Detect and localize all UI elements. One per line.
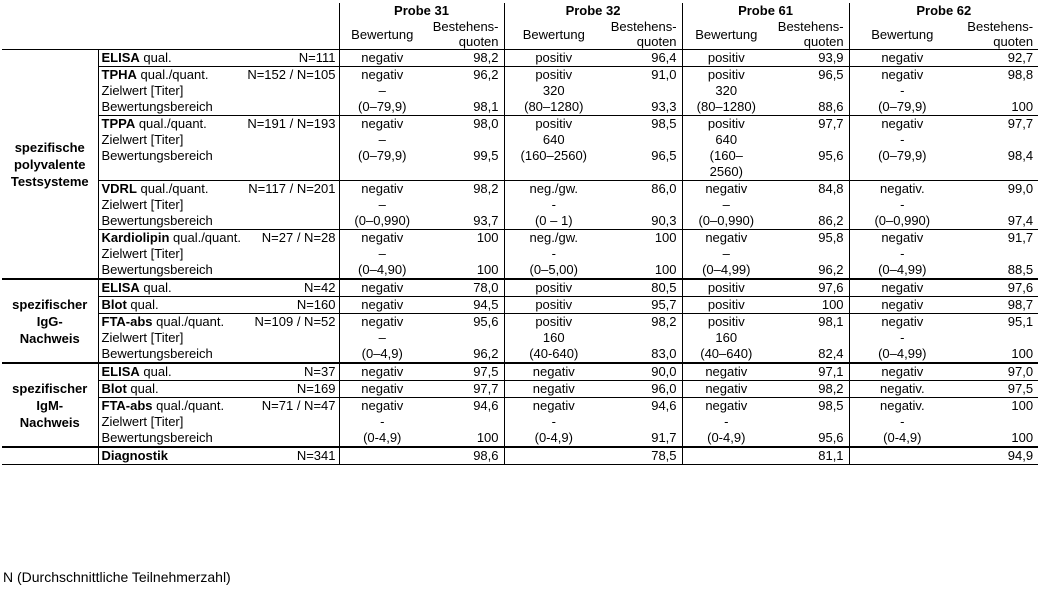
bewertung-value: positiv — [504, 297, 603, 314]
quote-value: 95,6 — [425, 314, 504, 331]
zielwert-value: – — [339, 83, 425, 99]
quoten-header: Bestehens- quoten — [610, 19, 677, 49]
test-name-cell — [98, 398, 339, 415]
bewertung-value: negativ — [682, 381, 770, 398]
test-mode: qual. — [139, 50, 172, 65]
sample-header: Probe 62 — [849, 3, 1038, 19]
zielwert-value: – — [682, 197, 770, 213]
quote-value: 99,5 — [473, 148, 499, 163]
bereich-value: (80–1280) — [682, 99, 770, 116]
test-name: TPHA — [101, 67, 137, 82]
quote-value: 100 — [1011, 99, 1034, 114]
quote-value: 100 — [770, 297, 849, 314]
bewertung-value: negativ — [849, 297, 955, 314]
zielwert-value: - — [504, 414, 603, 430]
participant-count: N=111 — [298, 50, 336, 65]
test-mode: qual./quant. — [152, 398, 225, 413]
test-name-cell — [98, 297, 339, 314]
quote-value: 96,2 — [473, 346, 499, 361]
test-name: Diagnostik — [101, 448, 168, 463]
quote-value: 94,9 — [955, 447, 1038, 465]
quote-value: 100 — [476, 430, 499, 445]
quote-value: 78,5 — [603, 447, 682, 465]
quote-value: 94,6 — [603, 398, 682, 415]
quote-value: 98,7 — [955, 297, 1038, 314]
quoten-header: Bestehens- quoten — [777, 19, 844, 49]
quote-value: 100 — [1011, 346, 1034, 361]
bewertung-value: positiv — [504, 116, 603, 133]
test-name-cell — [98, 181, 339, 198]
diagnostik-row — [2, 447, 1038, 465]
quote-value: 98,2 — [770, 381, 849, 398]
bewertung-value: negativ — [504, 381, 603, 398]
participant-count: N=152 / N=105 — [247, 67, 336, 82]
zielwert-value: - — [849, 83, 955, 99]
test-mode: qual./quant. — [169, 230, 241, 245]
bewertung-value: positiv — [682, 314, 770, 331]
quote-value: 95,1 — [955, 314, 1038, 331]
quote-value: 100 — [1011, 430, 1034, 445]
bewertung-value: positiv — [504, 67, 603, 84]
bewertung-value: neg./gw. — [504, 181, 603, 198]
quote-value: 91,7 — [955, 230, 1038, 247]
quote-value: 95,6 — [818, 430, 844, 445]
bewertung-value: negativ — [339, 297, 425, 314]
bewertung-value: negativ — [682, 398, 770, 415]
bereich-value: (0–79,9) — [339, 148, 425, 181]
bereich-value: (0–4,99) — [849, 346, 955, 363]
quote-value: 98,6 — [425, 447, 504, 465]
bewertung-value: negativ — [339, 230, 425, 247]
quote-value: 97,5 — [425, 363, 504, 381]
bewertung-value: negativ — [849, 363, 955, 381]
zielwert-value: 160 — [682, 330, 770, 346]
bewertung-value: negativ — [849, 279, 955, 297]
bewertung-value: negativ — [682, 181, 770, 198]
participant-count: N=71 / N=47 — [261, 398, 336, 413]
table-row — [2, 132, 1038, 148]
quote-value: 100 — [955, 398, 1038, 415]
quote-value: 98,2 — [603, 314, 682, 331]
bereich-value: (160– 2560) — [682, 148, 770, 181]
bereich-value: (0–4,9) — [339, 346, 425, 363]
bewertung-value: negativ — [682, 230, 770, 247]
bewertung-value: positiv — [504, 279, 603, 297]
test-name: Kardiolipin — [101, 230, 170, 245]
quote-value: 97,7 — [770, 116, 849, 133]
quote-value: 90,0 — [603, 363, 682, 381]
bereich-value: (0–0,990) — [339, 213, 425, 230]
test-name: Blot — [101, 381, 127, 396]
zielwert-label: Zielwert [Titer] — [98, 330, 339, 346]
bereich-value: (0–0,990) — [849, 213, 955, 230]
bewertung-value: negativ — [504, 363, 603, 381]
group-label: spezifische polyvalente Testsysteme — [2, 50, 98, 280]
footnote: N (Durchschnittliche Teilnehmerzahl) — [3, 569, 231, 585]
bewertungsbereich-label: Bewertungsbereich — [98, 262, 339, 279]
header-row-columns — [2, 19, 1038, 50]
bereich-value: (0–79,9) — [849, 99, 955, 116]
table-row — [2, 50, 1038, 67]
test-name-cell — [98, 447, 339, 465]
bewertung-value: negativ — [849, 116, 955, 133]
header-row-samples — [2, 3, 1038, 19]
quote-value: 93,3 — [651, 99, 677, 114]
bewertung-header: Bewertung — [339, 19, 425, 50]
bereich-value: (80–1280) — [504, 99, 603, 116]
zielwert-value: - — [849, 246, 955, 262]
quote-value: 98,5 — [770, 398, 849, 415]
bewertung-value: positiv — [682, 279, 770, 297]
test-name-cell — [98, 279, 339, 297]
zielwert-value: - — [504, 246, 603, 262]
participant-count: N=160 — [296, 297, 336, 312]
quoten-header: Bestehens- quoten — [432, 19, 499, 49]
table-row — [2, 346, 1038, 363]
quote-value: 100 — [654, 262, 677, 277]
bereich-value: (40–640) — [682, 346, 770, 363]
table-row — [2, 230, 1038, 247]
quote-value: 96,4 — [603, 50, 682, 67]
quote-value: 100 — [425, 230, 504, 247]
bereich-value: (0–5,00) — [504, 262, 603, 279]
zielwert-value: – — [339, 197, 425, 213]
table-row — [2, 197, 1038, 213]
quote-value: 83,0 — [651, 346, 677, 361]
test-mode: qual./quant. — [136, 67, 209, 82]
bewertung-value: negativ — [339, 50, 425, 67]
test-name-cell — [98, 67, 339, 84]
participant-count: N=341 — [296, 448, 336, 463]
test-name-cell — [98, 381, 339, 398]
participant-count: N=42 — [304, 280, 336, 295]
table-row — [2, 213, 1038, 230]
quote-value: 98,2 — [425, 181, 504, 198]
table-row — [2, 297, 1038, 314]
bereich-value: (0–4,99) — [682, 262, 770, 279]
table-row — [2, 181, 1038, 198]
bewertung-value: neg./gw. — [504, 230, 603, 247]
quote-value: 100 — [476, 262, 499, 277]
quote-value: 95,6 — [818, 148, 844, 163]
bereich-value: (0-4,9) — [339, 430, 425, 447]
quote-value: 95,7 — [603, 297, 682, 314]
quote-value: 84,8 — [770, 181, 849, 198]
quote-value: 98,8 — [955, 67, 1038, 84]
bewertung-header: Bewertung — [682, 19, 770, 50]
bereich-value: (0-4,9) — [849, 430, 955, 447]
zielwert-value: - — [849, 414, 955, 430]
zielwert-label: Zielwert [Titer] — [98, 414, 339, 430]
test-name: VDRL — [101, 181, 137, 196]
bewertung-value: positiv — [504, 50, 603, 67]
bewertung-value: negativ — [849, 50, 955, 67]
test-name-cell — [98, 230, 339, 247]
quote-value: 96,2 — [425, 67, 504, 84]
table-row — [2, 116, 1038, 133]
participant-count: N=109 / N=52 — [254, 314, 336, 329]
zielwert-value: - — [849, 197, 955, 213]
quote-value: 96,5 — [770, 67, 849, 84]
quote-value: 88,5 — [1007, 262, 1034, 277]
quote-value: 91,0 — [603, 67, 682, 84]
bereich-value: (0-4,9) — [504, 430, 603, 447]
test-mode: qual./quant. — [135, 116, 207, 131]
quote-value: 98,4 — [1007, 148, 1034, 163]
bewertung-header: Bewertung — [849, 19, 955, 50]
bewertung-value: negativ — [339, 181, 425, 198]
bewertung-value: negativ — [504, 398, 603, 415]
participant-count: N=191 / N=193 — [247, 116, 336, 131]
quote-value: 94,5 — [425, 297, 504, 314]
zielwert-value: - — [849, 132, 955, 148]
quote-value: 88,6 — [818, 99, 844, 114]
test-name-cell — [98, 314, 339, 331]
bewertung-value: negativ — [849, 314, 955, 331]
bewertung-value: negativ — [339, 363, 425, 381]
quote-value: 97,0 — [955, 363, 1038, 381]
test-name: ELISA — [101, 50, 140, 65]
bewertungsbereich-label: Bewertungsbereich — [98, 430, 339, 447]
quote-value: 78,0 — [425, 279, 504, 297]
zielwert-value: 640 — [504, 132, 603, 148]
zielwert-label: Zielwert [Titer] — [98, 246, 339, 262]
participant-count: N=117 / N=201 — [248, 181, 336, 196]
bereich-value: (0–79,9) — [849, 148, 955, 181]
test-name: TPPA — [101, 116, 136, 131]
bewertung-value: positiv — [682, 116, 770, 133]
bewertung-value: negativ. — [849, 381, 955, 398]
test-name: FTA-abs — [101, 398, 153, 413]
quote-value: 91,7 — [651, 430, 677, 445]
sample-header: Probe 32 — [504, 3, 682, 19]
bewertungsbereich-label: Bewertungsbereich — [98, 346, 339, 363]
test-name: ELISA — [101, 280, 140, 295]
table-row — [2, 363, 1038, 381]
test-name-cell — [98, 50, 339, 67]
bewertung-value: negativ — [339, 398, 425, 415]
bewertungsbereich-label: Bewertungsbereich — [98, 99, 339, 116]
bewertung-value: negativ — [339, 116, 425, 133]
zielwert-value: - — [504, 197, 603, 213]
table-row — [2, 414, 1038, 430]
test-mode: qual./quant. — [152, 314, 225, 329]
quote-value: 97,4 — [1007, 213, 1034, 228]
bereich-value: (0–79,9) — [339, 99, 425, 116]
quote-value: 95,8 — [770, 230, 849, 247]
bewertung-value: negativ — [339, 314, 425, 331]
quote-value: 97,1 — [770, 363, 849, 381]
table-row — [2, 330, 1038, 346]
bereich-value: (0–4,99) — [849, 262, 955, 279]
quote-value: 82,4 — [818, 346, 844, 361]
table-row — [2, 314, 1038, 331]
bewertungsbereich-label: Bewertungsbereich — [98, 148, 339, 181]
bewertung-value: negativ — [849, 230, 955, 247]
quote-value: 98,2 — [425, 50, 504, 67]
quote-value: 96,0 — [603, 381, 682, 398]
table-row — [2, 67, 1038, 84]
quote-value: 97,6 — [770, 279, 849, 297]
results-table — [2, 3, 1038, 465]
bewertung-value: positiv — [682, 297, 770, 314]
quote-value: 98,0 — [425, 116, 504, 133]
test-mode: qual./quant. — [136, 181, 209, 196]
table-row — [2, 279, 1038, 297]
test-mode: qual. — [139, 364, 172, 379]
zielwert-value: - — [849, 330, 955, 346]
quote-value: 93,7 — [473, 213, 499, 228]
test-mode: qual. — [126, 381, 159, 396]
table-row — [2, 246, 1038, 262]
quote-value: 90,3 — [651, 213, 677, 228]
zielwert-value: – — [339, 330, 425, 346]
quote-value: 96,5 — [651, 148, 677, 163]
test-name: Blot — [101, 297, 127, 312]
zielwert-value: 320 — [682, 83, 770, 99]
zielwert-value: 640 — [682, 132, 770, 148]
bewertung-value: negativ — [682, 363, 770, 381]
table-row — [2, 148, 1038, 181]
quote-value: 98,1 — [473, 99, 499, 114]
table-row — [2, 430, 1038, 447]
sample-header: Probe 31 — [339, 3, 504, 19]
zielwert-label: Zielwert [Titer] — [98, 132, 339, 148]
bewertung-value: negativ — [339, 279, 425, 297]
zielwert-value: – — [339, 132, 425, 148]
bereich-value: (40-640) — [504, 346, 603, 363]
quote-value: 86,0 — [603, 181, 682, 198]
test-mode: qual. — [126, 297, 159, 312]
quote-value: 98,5 — [603, 116, 682, 133]
quote-value: 81,1 — [770, 447, 849, 465]
participant-count: N=37 — [304, 364, 336, 379]
zielwert-value: 160 — [504, 330, 603, 346]
quote-value: 80,5 — [603, 279, 682, 297]
bereich-value: (0–4,90) — [339, 262, 425, 279]
group-label: spezifischer IgM- Nachweis — [2, 363, 98, 447]
test-mode: qual. — [139, 280, 172, 295]
quoten-header: Bestehens- quoten — [967, 19, 1034, 49]
test-name-cell — [98, 363, 339, 381]
zielwert-value: - — [339, 414, 425, 430]
bewertung-value: negativ. — [849, 398, 955, 415]
bereich-value: (0 – 1) — [504, 213, 603, 230]
test-name: FTA-abs — [101, 314, 153, 329]
zielwert-label: Zielwert [Titer] — [98, 197, 339, 213]
zielwert-value: – — [339, 246, 425, 262]
quote-value: 93,9 — [770, 50, 849, 67]
zielwert-label: Zielwert [Titer] — [98, 83, 339, 99]
quote-value: 100 — [603, 230, 682, 247]
sample-header: Probe 61 — [682, 3, 849, 19]
test-name-cell — [98, 116, 339, 133]
bewertung-value: positiv — [682, 67, 770, 84]
table-row — [2, 99, 1038, 116]
group-label: spezifischer IgG- Nachweis — [2, 279, 98, 363]
bereich-value: (160–2560) — [504, 148, 603, 181]
zielwert-value: – — [682, 246, 770, 262]
bereich-value: (0–0,990) — [682, 213, 770, 230]
quote-value: 97,6 — [955, 279, 1038, 297]
zielwert-value: 320 — [504, 83, 603, 99]
table-row — [2, 262, 1038, 279]
test-name: ELISA — [101, 364, 140, 379]
quote-value: 97,7 — [425, 381, 504, 398]
quote-value: 99,0 — [955, 181, 1038, 198]
table-row — [2, 381, 1038, 398]
bewertungsbereich-label: Bewertungsbereich — [98, 213, 339, 230]
zielwert-value: - — [682, 414, 770, 430]
bewertung-value: positiv — [504, 314, 603, 331]
bewertung-value: negativ — [339, 381, 425, 398]
bewertung-value: positiv — [682, 50, 770, 67]
quote-value: 97,7 — [955, 116, 1038, 133]
quote-value: 86,2 — [818, 213, 844, 228]
bereich-value: (0-4,9) — [682, 430, 770, 447]
table-row — [2, 83, 1038, 99]
quote-value: 94,6 — [425, 398, 504, 415]
quote-value: 97,5 — [955, 381, 1038, 398]
quote-value: 96,2 — [818, 262, 844, 277]
participant-count: N=27 / N=28 — [261, 230, 336, 245]
bewertung-value: negativ — [339, 67, 425, 84]
bewertung-value: negativ. — [849, 181, 955, 198]
bewertung-value: negativ — [849, 67, 955, 84]
participant-count: N=169 — [296, 381, 336, 396]
quote-value: 92,7 — [955, 50, 1038, 67]
quote-value: 98,1 — [770, 314, 849, 331]
bewertung-header: Bewertung — [504, 19, 603, 50]
table-row — [2, 398, 1038, 415]
